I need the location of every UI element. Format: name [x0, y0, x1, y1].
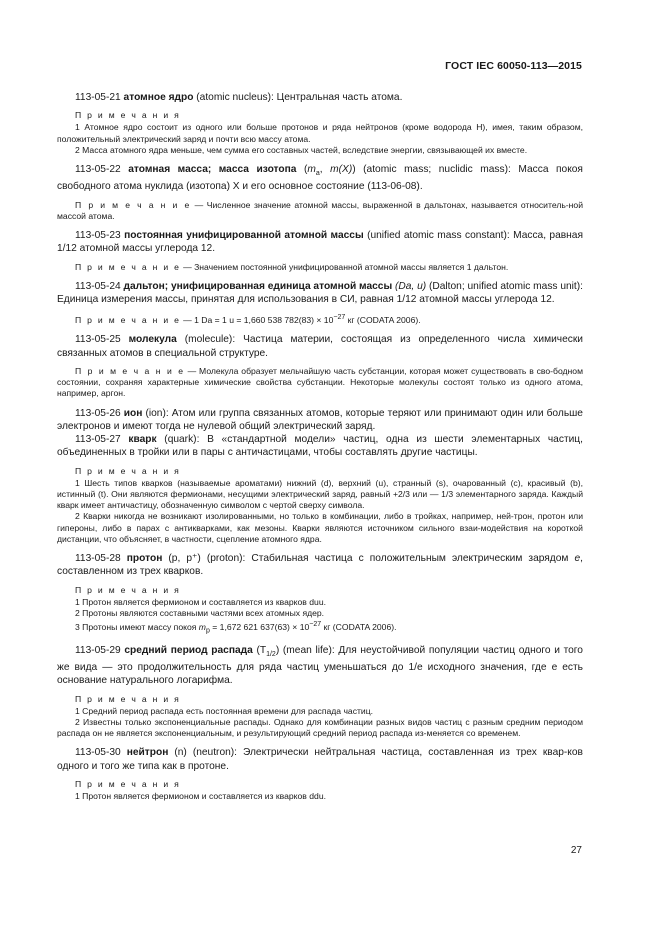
- entry-113-05-24: [57, 280, 583, 307]
- standard-header: ГОСТ IEC 60050-113—2015: [445, 60, 582, 72]
- note: [57, 200, 583, 222]
- note-text: — Численное значение атомной массы, выраженной в дальтонах, называется относитель-ной массой атома.: [57, 199, 583, 221]
- entry-definition: (neutron): Электрически нейтральная частица, составленная из трех квар-ков одного и того же типа как в протоне.: [57, 747, 583, 772]
- symbol: (T: [256, 644, 267, 656]
- entry-number: 113-05-30: [75, 747, 121, 759]
- entry-definition: , составленном из трех кварков.: [57, 553, 583, 578]
- note-text: = 1,672 621 637(63) × 10: [209, 621, 310, 632]
- symbol: m(X): [330, 163, 353, 175]
- page-number: 27: [570, 845, 582, 856]
- note-label: П р и м е ч а н и е: [75, 315, 181, 326]
- note-text: кг (CODATA 2006).: [321, 621, 397, 632]
- note-block: [57, 200, 583, 222]
- note-text: кг (CODATA 2006).: [345, 315, 421, 326]
- entry-113-05-30: [57, 746, 583, 773]
- entry-number: 113-05-24: [75, 280, 121, 292]
- note-block: [57, 366, 583, 400]
- notes-block: [57, 779, 583, 802]
- symbol-subscript: 1/2: [266, 650, 276, 658]
- entry-113-05-22: 113-05-22 атомная масса; масса изотопа ($m_a$, m(X)) (atomic mass; nuclidic mass): Масса покоя свободного атома нуклида (изотопа) X и его основное состояние (113-06-08).: [57, 163, 583, 193]
- entry-113-05-28: [57, 552, 583, 579]
- notes-block: [57, 110, 583, 156]
- notes-block: [57, 466, 583, 545]
- symbol: m: [307, 163, 316, 175]
- note-label: П р и м е ч а н и е: [75, 199, 192, 210]
- entry-term: атомное ядро: [123, 92, 194, 103]
- symbol-subscript: a: [315, 169, 320, 177]
- entry-term: кварк: [128, 434, 157, 446]
- exponent: −27: [333, 314, 346, 322]
- entry-number: 113-05-23: [75, 229, 121, 241]
- entry-definition: (atomic mass; nuclidic mass): Масса покоя свободного атома нуклида (изотопа) X и его основное состояние (113-06-08).: [57, 163, 583, 193]
- entry-definition: (atomic nucleus): Центральная часть атома.: [196, 92, 403, 103]
- entry-definition: (Dalton; unified atomic mass unit): Единица измерения массы, принятая для использования в СИ, равная 1/12 атомной массы углерода 12.: [57, 280, 583, 306]
- notes-block: [57, 585, 583, 637]
- entry-definition: (ion): Атом или группа связанных атомов, которые теряют или принимают один или больше электронов и имеют тогда не нулевой общий электрический заряд.: [57, 407, 583, 432]
- entry-definition: (proton): Стабильная частица с положительным электрическим зарядом: [206, 553, 575, 564]
- note-block: [57, 312, 583, 326]
- note-label: П р и м е ч а н и е: [75, 365, 185, 376]
- note: 1 Протон является фермионом и составляется из кварков ddu.: [75, 790, 326, 801]
- note: 1 Протон является фермионом и составляется из кварков duu.: [75, 596, 326, 607]
- symbol-subscript: p: [205, 627, 210, 635]
- entry-definition: (quark): В «стандартной модели» частиц, одна из шести элементарных частиц, объединенных в тройки или в пары с античастицами, чтобы составлять другие частицы.: [57, 434, 583, 459]
- symbol: e: [574, 553, 581, 564]
- note-block: [57, 262, 583, 273]
- exponent: −27: [309, 621, 322, 628]
- entry-term: средний период распада: [124, 644, 253, 656]
- notes-heading: П р и м е ч а н и я: [75, 465, 181, 476]
- note: [57, 312, 583, 326]
- note: 2 Протоны являются составными частями всех атомных ядер.: [75, 607, 325, 618]
- note-label: П р и м е ч а н и е: [75, 261, 181, 272]
- entry-113-05-27: [57, 433, 583, 460]
- notes-heading: П р и м е ч а н и я: [75, 584, 181, 595]
- note: 1 Средний период распада есть постоянная времени для распада частиц.: [75, 705, 374, 716]
- entry-term: протон: [126, 553, 163, 564]
- entry-number: 113-05-28: [75, 553, 121, 564]
- entry-113-05-26: [57, 407, 583, 434]
- entry-113-05-21: [57, 91, 583, 104]
- notes-heading: П р и м е ч а н и я: [75, 110, 181, 121]
- notes-block: [57, 694, 583, 740]
- symbol: (p, p⁺): [168, 553, 201, 564]
- entry-term: постоянная унифицированной атомной массы: [124, 229, 364, 241]
- entry-term: ион: [123, 407, 143, 419]
- notes-heading: П р и м е ч а н и я: [75, 778, 181, 789]
- entry-number: 113-05-29: [75, 644, 121, 656]
- entry-number: 113-05-26: [75, 407, 121, 419]
- entry-term: атомная масса; масса изотопа: [128, 163, 297, 175]
- entry-number: 113-05-25: [75, 334, 121, 346]
- note-text: — Молекула образует мельчайшую часть субстанции, которая может существовать в сво-бодном состоянии, сохраняя характерные химические свойства субстанции. Некоторые молекулы состоят только из одного атома, например, аргон.: [57, 365, 583, 399]
- entry-number: 113-05-27: [75, 434, 121, 446]
- note: 1 Атомное ядро состоит из одного или больше протонов и ряда нейтронов (кроме водорода H), имея, таким образом, положительный электрический заряд и почти всю массу атома.: [57, 122, 583, 144]
- note: 1 Шесть типов кварков (называемые ароматами) нижний (d), верхний (u), странный (s), очарованный (c), красивый (b), истинный (t). Они являются фермионами, несущими электрический заряд, равный +2/3 или — 1/3 элементарного заряда. Каждый кварк имеет античастицу, обозначенную символом с чертой сверху символа.: [57, 477, 583, 511]
- entry-113-05-23: [57, 229, 583, 256]
- symbol: (n): [174, 747, 187, 759]
- entry-term: дальтон; унифицированная единица атомной массы: [123, 280, 393, 292]
- note-text: 3 Протоны имеют массу покоя: [75, 621, 199, 632]
- entry-definition: (unified atomic mass constant): Масса, равная 1/12 атомной массы углерода 12.: [57, 229, 583, 255]
- symbol: ): [275, 644, 280, 656]
- note: [57, 619, 583, 637]
- note: [57, 366, 583, 400]
- note-text: — Значением постоянной унифицированной атомной массы является 1 дальтон.: [183, 261, 509, 272]
- symbol: (Da, u): [395, 280, 427, 292]
- entry-number: 113-05-21: [75, 92, 121, 103]
- entry-113-05-25: [57, 333, 583, 360]
- notes-heading: П р и м е ч а н и я: [75, 693, 181, 704]
- entry-113-05-29: [57, 644, 583, 688]
- note: 2 Кварки никогда не возникают изолированными, но только в комбинации, либо в тройках, например, ней-трон, протон или гипероны, либо в парах с антикварками, как мезоны. Кварки являются источником сильного взаи-модействия на короткой дистанции, что объясняет, в частности, сцепление атомного ядра.: [57, 511, 583, 544]
- entry-number: 113-05-22: [75, 163, 121, 175]
- note: 2 Масса атомного ядра меньше, чем сумма его составных частей, вследствие энергии, связывающей их вместе.: [75, 144, 528, 155]
- entry-term: нейтрон: [126, 747, 169, 759]
- note: [57, 262, 583, 273]
- entry-definition: (molecule): Частица материи, состоящая из определенного числа химически связанных атомов в специальной структуре.: [57, 334, 583, 359]
- entry-term: молекула: [128, 334, 177, 346]
- page-content: [57, 91, 583, 809]
- note: 2 Известны только экспоненциальные распады. Однако для комбинации разных видов частиц с разным средним периодом распада он не является экспоненциальным, и результирующий средний период распада из-меняется со временем.: [57, 716, 583, 739]
- entry-definition: (mean life): Для неустойчивой популяции частиц одного и того же вида — это продолжительность для ряда частиц уменьшаться до 1/e исходного значения, где e есть основание натурального логарифма.: [57, 644, 583, 687]
- symbol: m: [198, 621, 206, 632]
- note-text: — 1 Da = 1 u = 1,660 538 782(83) × 10: [183, 315, 334, 326]
